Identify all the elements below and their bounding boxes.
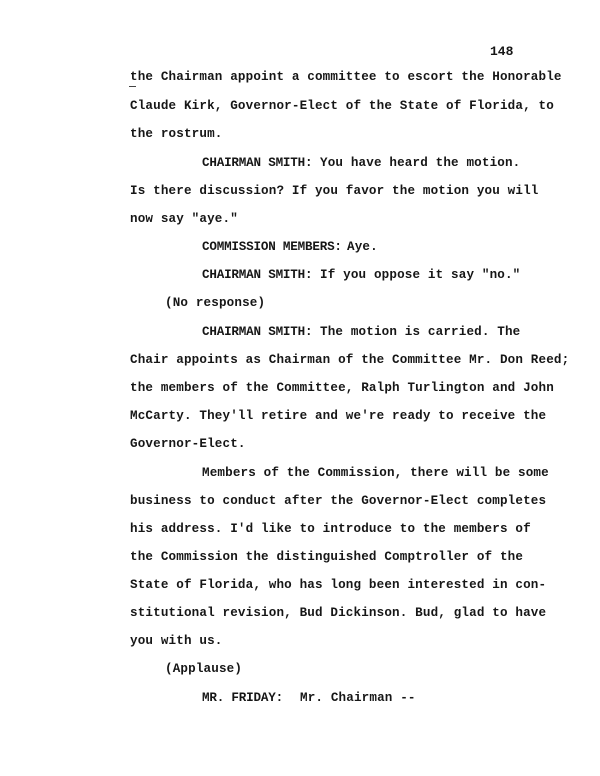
- text-line: Claude Kirk, Governor-Elect of the State of Florida, to: [130, 99, 554, 113]
- text-line: stitutional revision, Bud Dickinson. Bud, glad to have: [130, 606, 547, 620]
- text-line: you with us.: [130, 634, 223, 648]
- text-line: McCarty. They'll retire and we're ready to receive the: [130, 409, 547, 423]
- speaker-label: CHAIRMAN SMITH:: [202, 156, 313, 170]
- text-line: the rostrum.: [130, 127, 223, 141]
- text-line: the Chairman appoint a committee to escort the Honorable: [130, 70, 562, 84]
- text-line: now say "aye.": [130, 212, 238, 226]
- stage-direction: (Applause): [165, 662, 243, 676]
- speaker-label: MR. FRIDAY:: [202, 691, 283, 705]
- text-line: If you oppose it say "no.": [320, 268, 521, 282]
- text-line: the Commission the distinguished Comptroller of the: [130, 550, 524, 564]
- text-line: the members of the Committee, Ralph Turlington and John: [130, 381, 554, 395]
- text-line: The motion is carried. The: [320, 325, 521, 339]
- text-line: Aye.: [347, 240, 378, 254]
- text-line: Mr. Chairman --: [300, 691, 416, 705]
- text-line: Members of the Commission, there will be some: [202, 466, 549, 480]
- underline-mark: [129, 86, 136, 87]
- text-line: Is there discussion? If you favor the motion you will: [130, 184, 539, 198]
- page-number: 148: [490, 44, 514, 59]
- text-line: his address. I'd like to introduce to the members of: [130, 522, 531, 536]
- text-line: You have heard the motion.: [320, 156, 521, 170]
- stage-direction: (No response): [165, 296, 266, 310]
- text-line: State of Florida, who has long been interested in con-: [130, 578, 547, 592]
- speaker-label: CHAIRMAN SMITH:: [202, 325, 313, 339]
- text-line: Governor-Elect.: [130, 437, 246, 451]
- speaker-label: CHAIRMAN SMITH:: [202, 268, 313, 282]
- text-line: Chair appoints as Chairman of the Committee Mr. Don Reed;: [130, 353, 570, 367]
- speaker-label: COMMISSION MEMBERS:: [202, 240, 342, 254]
- text-line: business to conduct after the Governor-Elect completes: [130, 494, 547, 508]
